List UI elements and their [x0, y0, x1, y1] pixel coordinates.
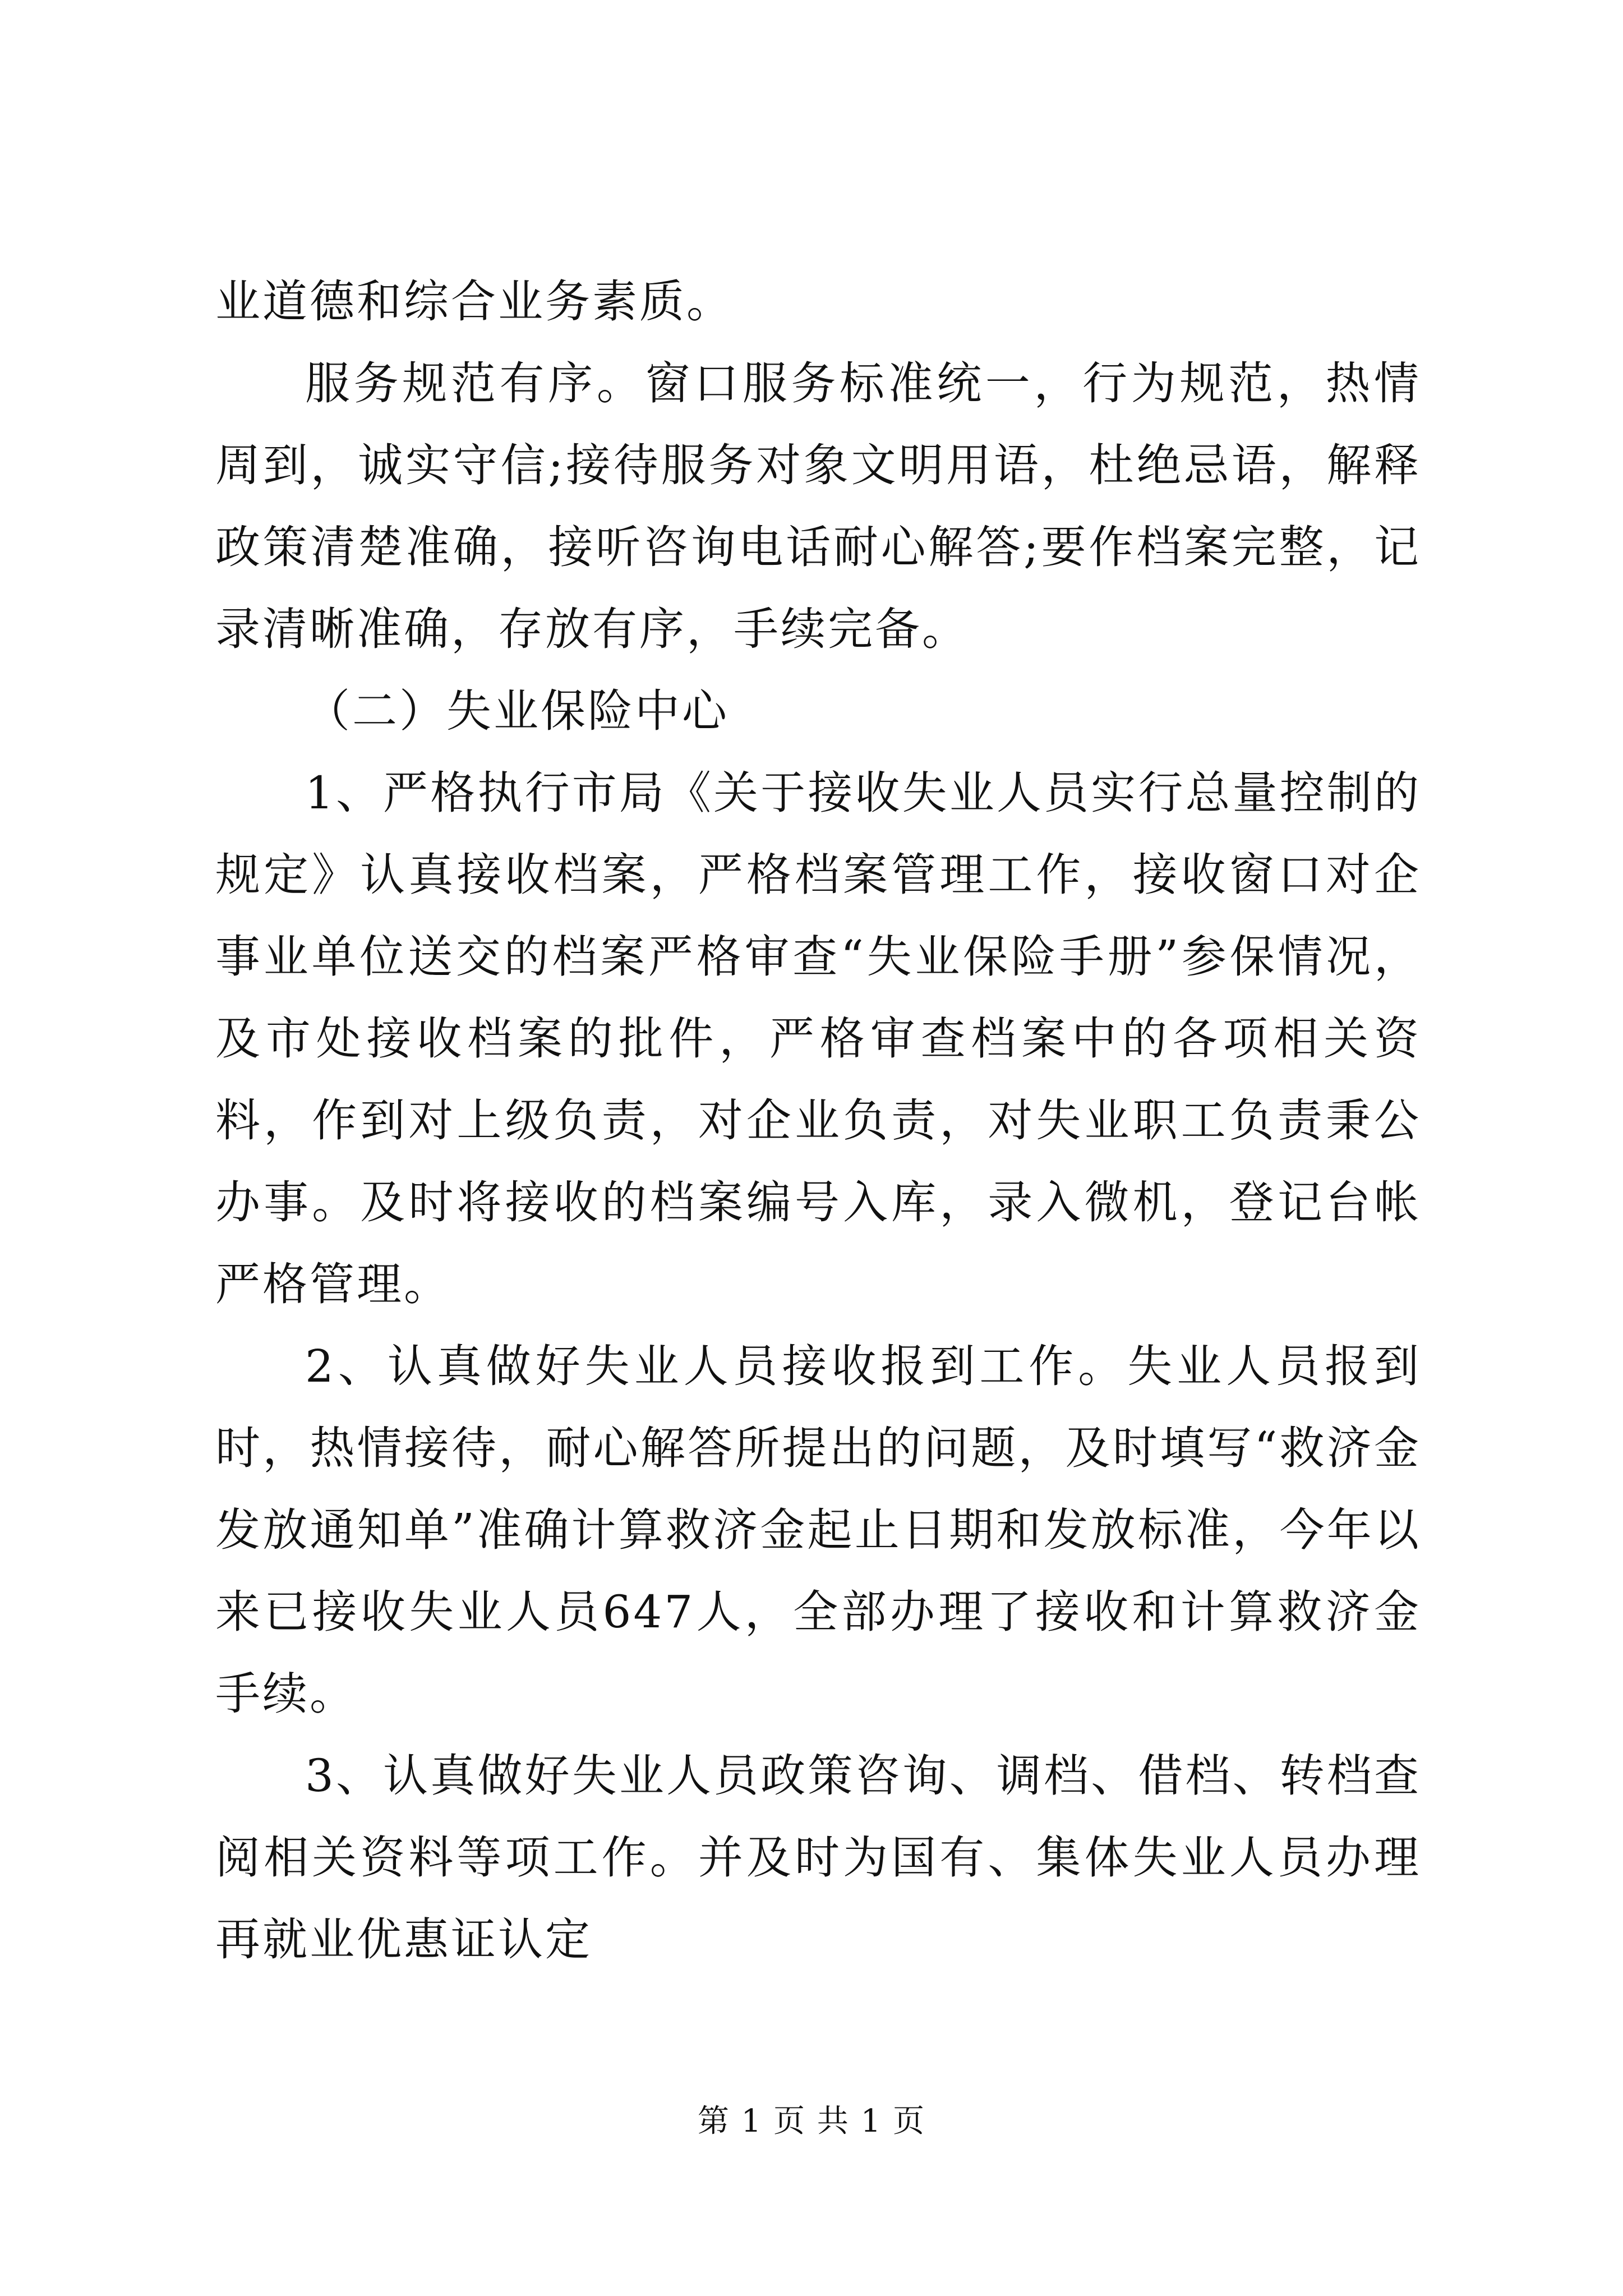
section-heading: （二）失业保险中心 [305, 685, 729, 737]
paragraph-item-2: 2、认真做好失业人员接收报到工作。失业人员报到时，热情接待，耐心解答所提出的问题，及时填写“救济金发放通知单”准确计算救济金起止日期和发放标准，今年以来已接收失业人员647人，全部办理了接收和计算救济金手续。 [215, 1340, 1421, 1720]
document-body [215, 261, 1421, 1981]
paragraph-item-3: 3、认真做好失业人员政策咨询、调档、借档、转档查阅相关资料等项工作。并及时为国有、集体失业人员办理再就业优惠证认定 [215, 1750, 1421, 1966]
paragraph-continuation: 业道德和综合业务素质。 [215, 275, 734, 328]
paragraph-item-1: 1、严格执行市局《关于接收失业人员实行总量控制的规定》认真接收档案，严格档案管理工作，接收窗口对企事业单位送交的档案严格审查“失业保险手册”参保情况，及市处接收档案的批件，严格审查档案中的各项相关资料，作到对上级负责，对企业负责，对失业职工负责秉公办事。及时将接收的档案编号入库，录入微机，登记台帐严格管理。 [215, 767, 1421, 1310]
paragraph-service-standards: 服务规范有序。窗口服务标准统一，行为规范，热情周到，诚实守信;接待服务对象文明用语，杜绝忌语，解释政策清楚准确，接听咨询电话耐心解答;要作档案完整，记录清晰准确，存放有序，手续完备。 [215, 357, 1421, 655]
page-footer: 第 1 页 共 1 页 [697, 2103, 926, 2139]
